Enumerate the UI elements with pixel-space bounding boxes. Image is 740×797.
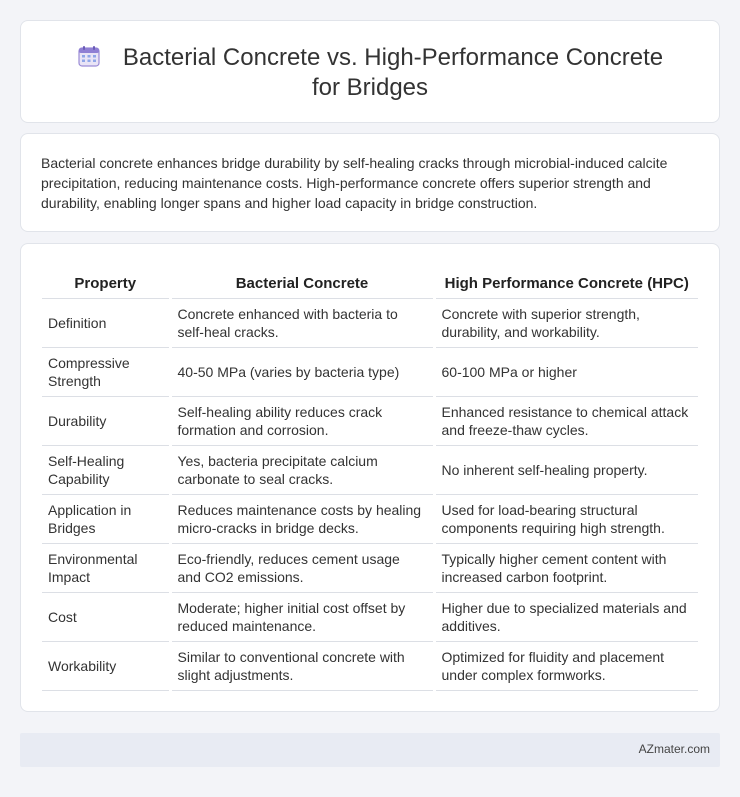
row-property: Application in Bridges: [42, 494, 170, 543]
row-bacterial-value: Moderate; higher initial cost offset by reduced maintenance.: [170, 592, 434, 641]
comparison-table: [42, 268, 698, 691]
column-header-property: Property: [42, 268, 170, 298]
row-property: Environmental Impact: [42, 543, 170, 592]
table-row: [42, 592, 698, 641]
row-bacterial-value: 40-50 MPa (varies by bacteria type): [170, 347, 434, 396]
summary-card: [20, 133, 720, 232]
row-hpc-value: Higher due to specialized materials and additives.: [434, 592, 698, 641]
footer-site-link[interactable]: AZmater.com: [638, 742, 710, 756]
column-header-hpc: High Performance Concrete (HPC): [434, 268, 698, 298]
table-row: [42, 298, 698, 347]
row-property: Cost: [42, 592, 170, 641]
comparison-table-card: [20, 243, 720, 712]
table-header-row: [42, 268, 698, 298]
row-bacterial-value: Reduces maintenance costs by healing micro-cracks in bridge decks.: [170, 494, 434, 543]
row-property: Definition: [42, 298, 170, 347]
footer-bar: [20, 733, 720, 767]
row-bacterial-value: Eco-friendly, reduces cement usage and CO2 emissions.: [170, 543, 434, 592]
row-hpc-value: Typically higher cement content with increased carbon footprint.: [434, 543, 698, 592]
row-hpc-value: Used for load-bearing structural components requiring high strength.: [434, 494, 698, 543]
row-property: Durability: [42, 396, 170, 445]
row-bacterial-value: Similar to conventional concrete with slight adjustments.: [170, 641, 434, 690]
row-hpc-value: 60-100 MPa or higher: [434, 347, 698, 396]
column-header-bacterial: Bacterial Concrete: [170, 268, 434, 298]
row-hpc-value: Concrete with superior strength, durability, and workability.: [434, 298, 698, 347]
calendar-icon: [77, 44, 101, 68]
row-hpc-value: Enhanced resistance to chemical attack and freeze-thaw cycles.: [434, 396, 698, 445]
row-bacterial-value: Yes, bacteria precipitate calcium carbonate to seal cracks.: [170, 445, 434, 494]
table-row: [42, 543, 698, 592]
row-bacterial-value: Self-healing ability reduces crack formation and corrosion.: [170, 396, 434, 445]
page-title-wrap: [21, 43, 719, 103]
table-row: [42, 396, 698, 445]
table-row: [42, 641, 698, 690]
row-property: Workability: [42, 641, 170, 690]
row-hpc-value: Optimized for fluidity and placement under complex formworks.: [434, 641, 698, 690]
page-title: Bacterial Concrete vs. High-Performance Concrete for Bridges: [122, 44, 664, 101]
row-property: Self-Healing Capability: [42, 445, 170, 494]
row-hpc-value: No inherent self-healing property.: [434, 445, 698, 494]
summary-text: Bacterial concrete enhances bridge durability by self-healing cracks through microbial-induced calcite precipitation, reducing maintenance costs. High-performance concrete offers superior strength and durability, enabling longer spans and higher load capacity in bridge construction.: [41, 155, 668, 211]
row-bacterial-value: Concrete enhanced with bacteria to self-heal cracks.: [170, 298, 434, 347]
title-card: [20, 20, 720, 123]
table-row: [42, 494, 698, 543]
table-row: [42, 347, 698, 396]
row-property: Compressive Strength: [42, 347, 170, 396]
table-row: [42, 445, 698, 494]
